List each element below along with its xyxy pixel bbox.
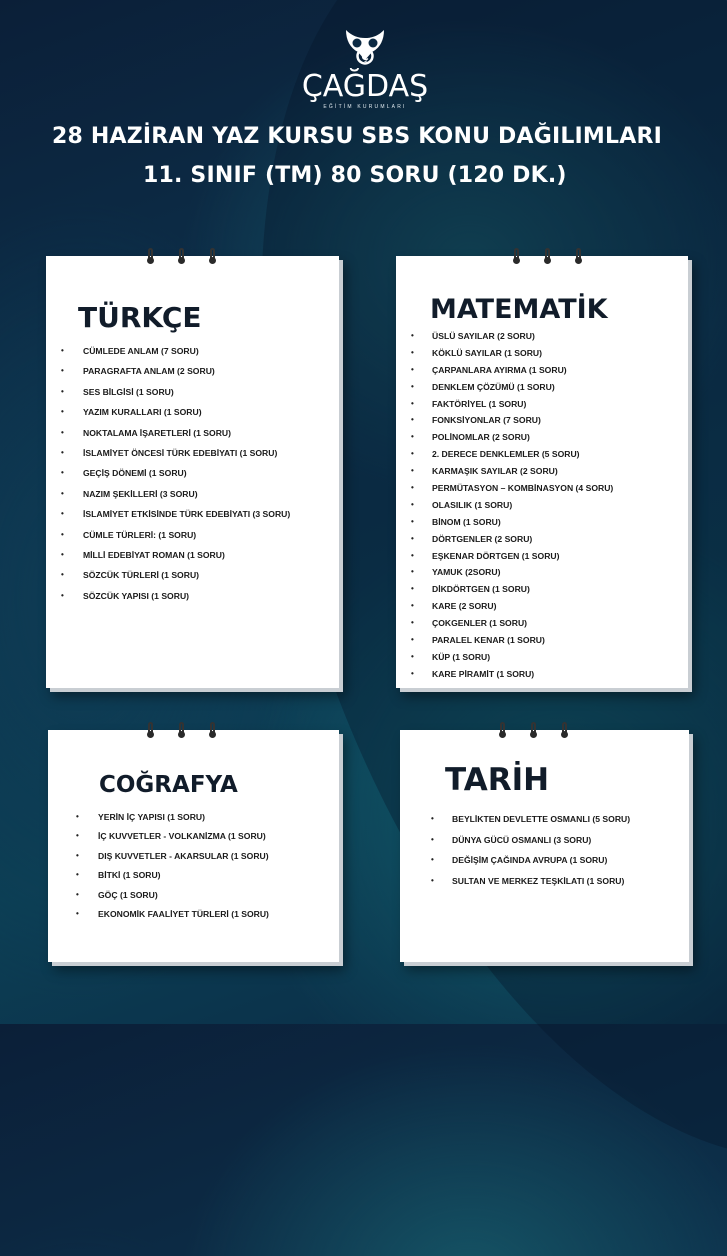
list-item: • KÖKLÜ SAYILAR (1 SORU) — [432, 348, 613, 365]
list-item: • DENKLEM ÇÖZÜMÜ (1 SORU) — [432, 382, 613, 399]
list-item: • 2. DERECE DENKLEMLER (5 SORU) — [432, 449, 613, 466]
list-item: • ÜSLÜ SAYILAR (2 SORU) — [432, 331, 613, 348]
list-item: • DEĞİŞİM ÇAĞINDA AVRUPA (1 SORU) — [452, 855, 630, 876]
logo — [290, 26, 440, 110]
list-item: • NOKTALAMA İŞARETLERİ (1 SORU) — [83, 428, 290, 448]
ring-icon — [529, 722, 538, 738]
logo-subtitle: EĞİTİM KURUMLARI — [323, 104, 407, 110]
card-turkce — [46, 256, 339, 688]
list-item: • PARALEL KENAR (1 SORU) — [432, 635, 613, 652]
logo-name: ÇAĞDAŞ — [301, 69, 429, 104]
binder-rings — [146, 722, 217, 738]
list-item: • GEÇİŞ DÖNEMİ (1 SORU) — [83, 468, 290, 488]
topic-list — [452, 814, 630, 896]
list-item: • DİKDÖRTGEN (1 SORU) — [432, 584, 613, 601]
list-item: • FAKTÖRİYEL (1 SORU) — [432, 399, 613, 416]
ring-icon — [177, 248, 186, 264]
list-item: • PERMÜTASYON – KOMBİNASYON (4 SORU) — [432, 483, 613, 500]
list-item: • EKONOMİK FAALİYET TÜRLERİ (1 SORU) — [98, 909, 269, 928]
page-title: 28 HAZİRAN YAZ KURSU SBS KONU DAĞILIMLARI — [52, 124, 662, 149]
card-title: TÜRKÇE — [78, 301, 202, 334]
list-item: • DIŞ KUVVETLER - AKARSULAR (1 SORU) — [98, 851, 269, 870]
list-item: • YAZIM KURALLARI (1 SORU) — [83, 407, 290, 427]
topic-list — [432, 331, 613, 686]
list-item: • YAMUK (2SORU) — [432, 567, 613, 584]
list-item: • ÇOKGENLER (1 SORU) — [432, 618, 613, 635]
page-subtitle: 11. SINIF (TM) 80 SORU (120 DK.) — [143, 163, 567, 188]
list-item: • İÇ KUVVETLER - VOLKANİZMA (1 SORU) — [98, 831, 269, 850]
ring-icon — [177, 722, 186, 738]
ring-icon — [208, 722, 217, 738]
list-item: • FONKSİYONLAR (7 SORU) — [432, 415, 613, 432]
list-item: • CÜMLE TÜRLERİ: (1 SORU) — [83, 530, 290, 550]
binder-rings — [498, 722, 569, 738]
list-item: • DÖRTGENLER (2 SORU) — [432, 534, 613, 551]
list-item: • OLASILIK (1 SORU) — [432, 500, 613, 517]
svg-text:Ç: Ç — [361, 52, 369, 63]
card-cografya — [48, 730, 339, 962]
card-title: TARİH — [445, 762, 550, 798]
list-item: • KARE (2 SORU) — [432, 601, 613, 618]
list-item: • NAZIM ŞEKİLLERİ (3 SORU) — [83, 489, 290, 509]
list-item: • SÖZCÜK TÜRLERİ (1 SORU) — [83, 570, 290, 590]
list-item: • BİTKİ (1 SORU) — [98, 870, 269, 889]
binder-rings — [146, 248, 217, 264]
list-item: • BEYLİKTEN DEVLETTE OSMANLI (5 SORU) — [452, 814, 630, 835]
ring-icon — [574, 248, 583, 264]
list-item: • İSLAMİYET ÖNCESİ TÜRK EDEBİYATI (1 SORU) — [83, 448, 290, 468]
list-item: • SULTAN VE MERKEZ TEŞKİLATI (1 SORU) — [452, 876, 630, 897]
list-item: • SÖZCÜK YAPISI (1 SORU) — [83, 591, 290, 611]
topic-list — [83, 346, 290, 611]
ring-icon — [543, 248, 552, 264]
list-item: • GÖÇ (1 SORU) — [98, 890, 269, 909]
list-item: • YERİN İÇ YAPISI (1 SORU) — [98, 812, 269, 831]
card-matematik — [396, 256, 688, 688]
list-item: • MİLLİ EDEBİYAT ROMAN (1 SORU) — [83, 550, 290, 570]
owl-logo-icon — [340, 26, 390, 70]
list-item: • KÜP (1 SORU) — [432, 652, 613, 669]
list-item: • CÜMLEDE ANLAM (7 SORU) — [83, 346, 290, 366]
list-item: • İSLAMİYET ETKİSİNDE TÜRK EDEBİYATI (3 SORU) — [83, 509, 290, 529]
ring-icon — [560, 722, 569, 738]
list-item: • KARE PİRAMİT (1 SORU) — [432, 669, 613, 686]
card-title: MATEMATİK — [430, 294, 608, 325]
topic-list — [98, 812, 269, 928]
list-item: • PARAGRAFTA ANLAM (2 SORU) — [83, 366, 290, 386]
list-item: • EŞKENAR DÖRTGEN (1 SORU) — [432, 551, 613, 568]
ring-icon — [498, 722, 507, 738]
ring-icon — [146, 248, 155, 264]
ring-icon — [146, 722, 155, 738]
card-tarih — [400, 730, 689, 962]
list-item: • ÇARPANLARA AYIRMA (1 SORU) — [432, 365, 613, 382]
ring-icon — [208, 248, 217, 264]
list-item: • SES BİLGİSİ (1 SORU) — [83, 387, 290, 407]
binder-rings — [512, 248, 583, 264]
ring-icon — [512, 248, 521, 264]
card-title: COĞRAFYA — [99, 772, 238, 798]
list-item: • POLİNOMLAR (2 SORU) — [432, 432, 613, 449]
list-item: • BİNOM (1 SORU) — [432, 517, 613, 534]
list-item: • DÜNYA GÜCÜ OSMANLI (3 SORU) — [452, 835, 630, 856]
list-item: • KARMAŞIK SAYILAR (2 SORU) — [432, 466, 613, 483]
